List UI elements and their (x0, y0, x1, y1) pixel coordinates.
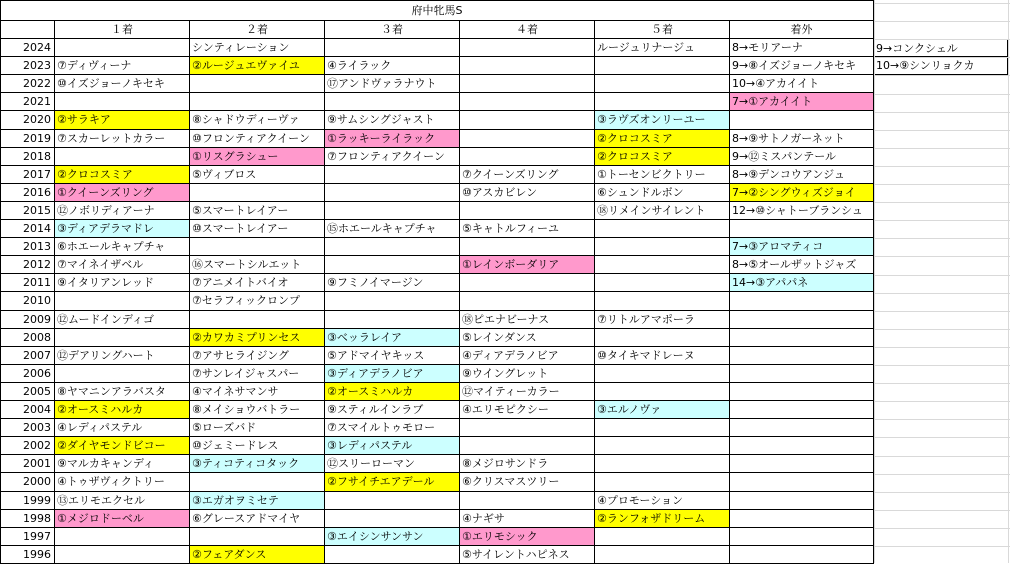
finish-cell (595, 238, 730, 256)
finish-cell (325, 546, 460, 564)
finish-cell: ⑫ムードインディゴ (55, 311, 190, 329)
finish-cell (55, 546, 190, 564)
finish-cell (325, 238, 460, 256)
finish-cell: ⑨イタリアンレッド (55, 274, 190, 292)
finish-cell: ⑩フロンティアクイーン (190, 130, 325, 148)
year-cell: 1998 (0, 510, 55, 528)
finish-cell (460, 130, 595, 148)
finish-cell: ③ディアデラノビア (325, 365, 460, 383)
finish-cell (55, 39, 190, 57)
finish-cell: ⑫デアリングハート (55, 347, 190, 365)
finish-cell (595, 546, 730, 564)
gridline (874, 329, 1010, 330)
finish-cell: ⑥ホエールキャプチャ (55, 238, 190, 256)
finish-cell: ⑥グレースアドマイヤ (190, 510, 325, 528)
gridline (874, 220, 1010, 221)
finish-cell: 10→④アカイイト (730, 75, 874, 93)
finish-cell: ⑦アニメイトバイオ (190, 274, 325, 292)
finish-cell (460, 57, 595, 75)
year-cell: 2017 (0, 166, 55, 184)
gridline (1008, 0, 1009, 563)
finish-cell: ⑦アサヒライジング (190, 347, 325, 365)
finish-cell: ⑦スマイルトゥモロー (325, 419, 460, 437)
finish-cell (460, 492, 595, 510)
finish-cell (55, 93, 190, 111)
year-cell: 2010 (0, 292, 55, 311)
finish-cell: ②ランフォザドリーム (595, 510, 730, 528)
finish-cell (325, 256, 460, 274)
finish-cell: 14→③アパパネ (730, 274, 874, 292)
finish-cell: ⑦マイネイザベル (55, 256, 190, 274)
gridline (874, 39, 1010, 40)
gridline (874, 383, 1010, 384)
gridline (874, 0, 875, 563)
finish-cell: 8→⑤オールザットジャズ (730, 256, 874, 274)
finish-cell: ⑧ヤマニンアラバスタ (55, 383, 190, 401)
extra-cell: 9→コンクシェル (874, 39, 1008, 57)
finish-cell: ⑧シャドウディーヴァ (190, 111, 325, 130)
finish-cell (730, 546, 874, 564)
finish-cell (595, 437, 730, 455)
finish-cell (190, 473, 325, 492)
finish-cell: ⑦サンレイジャスパー (190, 365, 325, 383)
finish-cell (730, 220, 874, 238)
finish-cell (460, 93, 595, 111)
finish-cell: ④ナギサ (460, 510, 595, 528)
year-cell: 2012 (0, 256, 55, 274)
finish-cell (190, 311, 325, 329)
finish-cell (595, 93, 730, 111)
gridline (874, 148, 1010, 149)
finish-cell (460, 419, 595, 437)
finish-cell: 7→②シングウィズジョイ (730, 184, 874, 202)
finish-cell: ④マイネサマンサ (190, 383, 325, 401)
year-cell: 2023 (0, 57, 55, 75)
finish-cell: ⑥クリスマスツリー (460, 473, 595, 492)
finish-cell: ⑧メイショウバトラー (190, 401, 325, 419)
finish-cell: ⑥シュンドルボン (595, 184, 730, 202)
gridline (874, 546, 1010, 547)
finish-cell: ⑰アンドヴァラナウト (325, 75, 460, 93)
finish-cell (730, 528, 874, 546)
finish-cell: ⑩アスカビレン (460, 184, 595, 202)
finish-cell (325, 510, 460, 528)
finish-cell (730, 329, 874, 347)
finish-cell: ⑨フミノイマージン (325, 274, 460, 292)
gridline (874, 365, 1010, 366)
finish-cell: シンティレーション (190, 39, 325, 57)
finish-cell (460, 148, 595, 166)
finish-cell (460, 292, 595, 311)
year-cell: 2008 (0, 329, 55, 347)
finish-cell (595, 274, 730, 292)
finish-cell: ②クロコスミア (595, 130, 730, 148)
header-cell: ３着 (325, 21, 460, 39)
finish-cell: ⑦スカーレットカラー (55, 130, 190, 148)
finish-cell: ⑯スマートシルエット (190, 256, 325, 274)
finish-cell: ④ライラック (325, 57, 460, 75)
finish-cell: ①トーセンビクトリー (595, 166, 730, 184)
finish-cell: ⑤スマートレイアー (190, 202, 325, 220)
year-cell: 2004 (0, 401, 55, 419)
finish-cell (325, 39, 460, 57)
finish-cell (325, 184, 460, 202)
finish-cell: ⑦フロンティアクイーン (325, 148, 460, 166)
finish-cell (730, 437, 874, 455)
gridline (874, 57, 1010, 58)
finish-cell (460, 238, 595, 256)
finish-cell (595, 455, 730, 473)
header-cell: ５着 (595, 21, 730, 39)
finish-cell (325, 166, 460, 184)
finish-cell: ⑦ディヴィーナ (55, 57, 190, 75)
extra-cell: 10→⑨シンリョクカ (874, 57, 1008, 75)
year-cell: 2007 (0, 347, 55, 365)
finish-cell: ⑩タイキマドレーヌ (595, 347, 730, 365)
finish-cell (55, 329, 190, 347)
table-title: 府中牝馬S (0, 0, 874, 21)
finish-cell: ④トゥザヴィクトリー (55, 473, 190, 492)
year-cell: 2018 (0, 148, 55, 166)
finish-cell (595, 292, 730, 311)
year-cell: 2014 (0, 220, 55, 238)
finish-cell (730, 401, 874, 419)
gridline (874, 75, 1010, 76)
finish-cell: ②オースミハルカ (55, 401, 190, 419)
finish-cell (730, 492, 874, 510)
finish-cell: ②フサイチエアデール (325, 473, 460, 492)
gridline (874, 94, 1010, 95)
finish-cell (595, 329, 730, 347)
finish-cell (730, 311, 874, 329)
gridline (874, 21, 1010, 22)
year-cell: 2013 (0, 238, 55, 256)
finish-cell: 7→①アカイイト (730, 93, 874, 111)
gridline (874, 419, 1010, 420)
finish-cell: ⑩ジェミードレス (190, 437, 325, 455)
finish-cell: 9→⑧イズジョーノキセキ (730, 57, 874, 75)
finish-cell (730, 473, 874, 492)
year-cell: 2006 (0, 365, 55, 383)
gridline (874, 275, 1010, 276)
finish-cell (595, 75, 730, 93)
finish-cell: ⑱ピエナビーナス (460, 311, 595, 329)
finish-cell: ②フェアダンス (190, 546, 325, 564)
finish-cell: ④レディパステル (55, 419, 190, 437)
year-cell: 2015 (0, 202, 55, 220)
header-cell-year (0, 21, 55, 39)
gridline (874, 166, 1010, 167)
year-cell: 1996 (0, 546, 55, 564)
finish-cell: ③レディパステル (325, 437, 460, 455)
finish-cell: ①レインボーダリア (460, 256, 595, 274)
gridline (874, 510, 1010, 511)
finish-cell: ⑧メジロサンドラ (460, 455, 595, 473)
finish-cell: 9→⑫ミスパンテール (730, 148, 874, 166)
gridline (874, 528, 1010, 529)
finish-cell: 12→⑩シャトーブランシュ (730, 202, 874, 220)
finish-cell: ③エイシンサンサン (325, 528, 460, 546)
year-cell: 2000 (0, 473, 55, 492)
finish-cell (460, 111, 595, 130)
finish-cell (595, 256, 730, 274)
gridline (874, 293, 1010, 294)
finish-cell (730, 419, 874, 437)
gridline (874, 112, 1010, 113)
gridline (874, 202, 1010, 203)
finish-cell: ⑦クイーンズリング (460, 166, 595, 184)
finish-cell: ①メジロドーベル (55, 510, 190, 528)
finish-cell (55, 292, 190, 311)
finish-cell: ④エリモピクシー (460, 401, 595, 419)
finish-cell (730, 292, 874, 311)
finish-cell: ②ルージュエヴァイユ (190, 57, 325, 75)
finish-cell: ⑫マイティーカラー (460, 383, 595, 401)
gridline (874, 256, 1010, 257)
finish-cell: ④ディアデラノビア (460, 347, 595, 365)
gridline (874, 238, 1010, 239)
header-cell: １着 (55, 21, 190, 39)
finish-cell: ⑤ヴィブロス (190, 166, 325, 184)
finish-cell (460, 202, 595, 220)
finish-cell: ⑬エリモエクセル (55, 492, 190, 510)
finish-cell: ②サラキア (55, 111, 190, 130)
finish-cell: ②ダイヤモンドビコー (55, 437, 190, 455)
finish-cell (595, 365, 730, 383)
finish-cell: ③エルノヴァ (595, 401, 730, 419)
year-cell: 1999 (0, 492, 55, 510)
finish-cell (730, 510, 874, 528)
year-cell: 2002 (0, 437, 55, 455)
finish-cell: ⑨スティルインラブ (325, 401, 460, 419)
gridline (874, 311, 1010, 312)
finish-cell: ②クロコスミア (55, 166, 190, 184)
finish-cell: ③ティコティコタック (190, 455, 325, 473)
finish-cell: ⑩イズジョーノキセキ (55, 75, 190, 93)
finish-cell (190, 238, 325, 256)
finish-cell: ①エリモシック (460, 528, 595, 546)
gridline (874, 3, 1010, 4)
finish-cell: ⑫ノボリディアーナ (55, 202, 190, 220)
finish-cell (595, 57, 730, 75)
finish-cell (460, 75, 595, 93)
year-cell: 2021 (0, 93, 55, 111)
finish-cell: ②オースミハルカ (325, 383, 460, 401)
finish-cell: ⑤サイレントハピネス (460, 546, 595, 564)
finish-cell (325, 292, 460, 311)
year-cell: 2022 (0, 75, 55, 93)
year-cell: 2011 (0, 274, 55, 292)
finish-cell (55, 528, 190, 546)
header-cell: 着外 (730, 21, 874, 39)
gridline (874, 492, 1010, 493)
finish-cell: ⑨ウイングレット (460, 365, 595, 383)
finish-cell (595, 528, 730, 546)
finish-cell (595, 220, 730, 238)
finish-cell: 7→③アロマティコ (730, 238, 874, 256)
year-cell: 1997 (0, 528, 55, 546)
finish-cell (730, 347, 874, 365)
finish-cell: ⑦リトルアマポーラ (595, 311, 730, 329)
finish-cell: ルージュリナージュ (595, 39, 730, 57)
finish-cell: 8→⑨サトノガーネット (730, 130, 874, 148)
gridline (874, 401, 1010, 402)
finish-cell: ①クイーンズリング (55, 184, 190, 202)
gridline (874, 130, 1010, 131)
finish-cell (595, 473, 730, 492)
finish-cell (730, 111, 874, 130)
finish-cell (730, 365, 874, 383)
finish-cell: ⑨マルカキャンディ (55, 455, 190, 473)
finish-cell: ⑨サムシングジャスト (325, 111, 460, 130)
finish-cell: ⑦セラフィックロンプ (190, 292, 325, 311)
finish-cell: ③ディアデラマドレ (55, 220, 190, 238)
finish-cell (730, 455, 874, 473)
finish-cell: ①ラッキーライラック (325, 130, 460, 148)
finish-cell (325, 93, 460, 111)
finish-cell: 8→⑨デンコウアンジュ (730, 166, 874, 184)
finish-cell: ③ベッラレイア (325, 329, 460, 347)
year-cell: 2005 (0, 383, 55, 401)
finish-cell (460, 437, 595, 455)
finish-cell: ⑫スリーローマン (325, 455, 460, 473)
finish-cell: ④プロモーション (595, 492, 730, 510)
finish-cell (55, 148, 190, 166)
year-cell: 2020 (0, 111, 55, 130)
finish-cell (325, 311, 460, 329)
gridline (874, 456, 1010, 457)
finish-cell: ⑤キャトルフィーユ (460, 220, 595, 238)
finish-cell: ①リスグラシュー (190, 148, 325, 166)
year-cell: 2019 (0, 130, 55, 148)
finish-cell (730, 383, 874, 401)
year-cell: 2009 (0, 311, 55, 329)
year-cell: 2003 (0, 419, 55, 437)
header-cell: ４着 (460, 21, 595, 39)
finish-cell: ⑩スマートレイアー (190, 220, 325, 238)
finish-cell: 8→モリアーナ (730, 39, 874, 57)
year-cell: 2024 (0, 39, 55, 57)
gridline (874, 347, 1010, 348)
year-cell: 2001 (0, 455, 55, 473)
finish-cell: ③エガオヲミセテ (190, 492, 325, 510)
gridline (874, 474, 1010, 475)
finish-cell (55, 365, 190, 383)
finish-cell (460, 274, 595, 292)
finish-cell: ⑤ローズバド (190, 419, 325, 437)
finish-cell: ⑤アドマイヤキッス (325, 347, 460, 365)
finish-cell: ②カワカミプリンセス (190, 329, 325, 347)
finish-cell: ②クロコスミア (595, 148, 730, 166)
finish-cell: ⑤レインダンス (460, 329, 595, 347)
finish-cell: ⑱リメインサイレント (595, 202, 730, 220)
finish-cell (595, 419, 730, 437)
year-cell: 2016 (0, 184, 55, 202)
finish-cell (325, 202, 460, 220)
finish-cell (190, 528, 325, 546)
finish-cell (190, 184, 325, 202)
finish-cell (595, 383, 730, 401)
header-cell: ２着 (190, 21, 325, 39)
finish-cell (190, 75, 325, 93)
finish-cell (325, 492, 460, 510)
finish-cell: ③ラヴズオンリーユー (595, 111, 730, 130)
finish-cell (190, 93, 325, 111)
gridline (874, 184, 1010, 185)
finish-cell: ⑮ホエールキャプチャ (325, 220, 460, 238)
finish-cell (460, 39, 595, 57)
gridline (874, 437, 1010, 438)
